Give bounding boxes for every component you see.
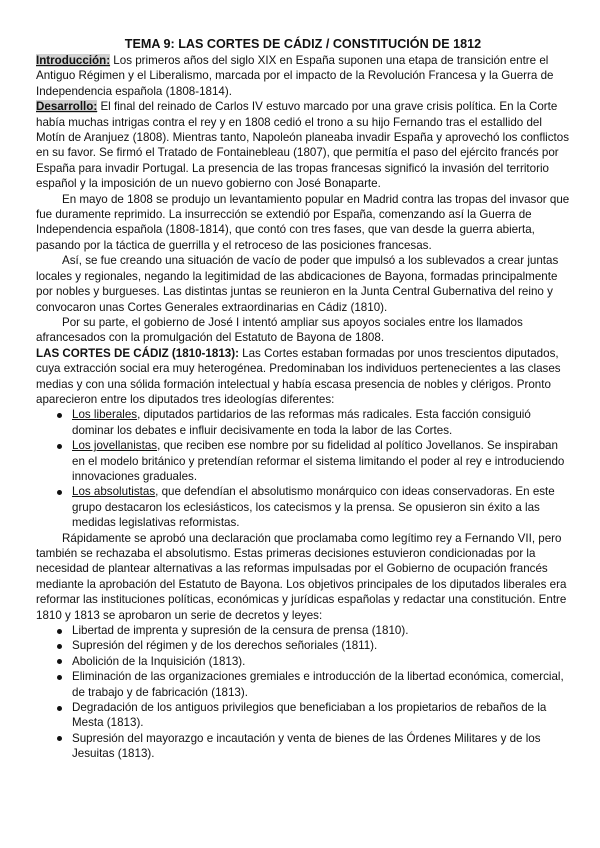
list-item — [72, 407, 570, 438]
desarrollo-label: Desarrollo: — [36, 100, 98, 114]
intro-paragraph — [36, 53, 570, 99]
cortes-text: Las Cortes estaban formadas por unos trescientos diputados, cuya extracción social era muy heterogénea. Predominaban los individuos pertenecientes a las clases medias y con una sólida formación intelectual y había escasa presencia de nobles y clérigos. Pronto aparecieron entre los diputados tres ideologías diferentes: — [36, 346, 561, 406]
intro-text: Los primeros años del siglo XIX en España suponen una etapa de transición entre el Antiguo Régimen y el Liberalismo, marcada por el impacto de la Revolución Francesa y la Guerra de Independencia española (1808-1814). — [36, 54, 554, 98]
list-item: Supresión del régimen y de los derechos señoriales (1811). — [72, 638, 570, 653]
paragraph-jose-i: Por su parte, el gobierno de José I intentó ampliar sus apoyos sociales entre los llamados afrancesados con la promulgación del Estatuto de Bayona de 1808. — [36, 315, 523, 345]
ideology-text: , que defendían el absolutismo monárquico con ideas conservadoras. En este grupo destacaron los eclesiásticos, los catecismos y la prensa. Se opusieron sin éxito a las medidas legislativas reformistas. — [72, 485, 555, 530]
ideology-text: , que reciben ese nombre por su fidelidad al político Jovellanos. Se inspiraban en el modelo británico y pretendían reformar el sistema limitando el poder al rey e introduciendo innovaciones graduales. — [72, 439, 565, 483]
ideology-name: Los liberales — [72, 408, 138, 422]
list-item: Supresión del mayorazgo e incautación y venta de bienes de las Órdenes Militares y de los Jesuitas (1813). — [72, 731, 570, 762]
ideology-name: Los absolutistas — [72, 485, 156, 499]
cortes-paragraph — [36, 346, 570, 408]
list-item: Degradación de los antiguos privilegios que beneficiaban a los propietarios de rebaños de la Mesta (1813). — [72, 700, 570, 731]
desarrollo-text: El final del reinado de Carlos IV estuvo marcado por una grave crisis política. En la Corte había muchas intrigas contra el rey y en 1808 cedió el trono a su hijo Fernando tras el estallido del Motín de Aranjuez (1808). Mientras tanto, Napoleón planeaba invadir España y aprovechó los conflictos en su favor. Se firmó el Tratado de Fontainebleau (1807), que permitía el paso del ejército francés por España para invadir Portugal. La presencia de las tropas francesas significó la invasión del territorio español y la imposición de un nuevo gobierno con José Bonaparte. — [36, 100, 569, 191]
page-title: TEMA 9: LAS CORTES DE CÁDIZ / CONSTITUCIÓN DE 1812 — [124, 37, 482, 51]
cortes-heading: LAS CORTES DE CÁDIZ (1810-1813): — [36, 346, 239, 360]
desarrollo-paragraph — [36, 99, 570, 191]
list-item: Libertad de imprenta y supresión de la censura de prensa (1810). — [72, 623, 570, 638]
ideology-text: , diputados partidarios de las reformas más radicales. Esta facción consiguió dominar los debates e influir decisivamente en toda la labor de las Cortes. — [72, 408, 531, 437]
decrees-intro-paragraph: Rápidamente se aprobó una declaración que proclamaba como legítimo rey a Fernando VII, pero también se rechazaba el absolutismo. Estas primeras decisiones estuvieron condicionadas por la necesidad de plantear alternativas a las reformas impulsadas por el Gobierno de ocupación francés mediante la aprobación del Estatuto de Bayona. Los objetivos principales de los diputados liberales era reformar las instituciones políticas, económicas y jurídicas españolas y redactar una constitución. Entre 1810 y 1813 se aprobaron un serie de decretos y leyes: — [36, 531, 567, 622]
paragraph-juntas: Así, se fue creando una situación de vacío de poder que impulsó a los sublevados a crear juntas locales y regionales, negando la legitimidad de las abdicaciones de Bayona, formadas principalmente por nobles y burgueses. Las distintas juntas se reunieron en la Junta Central Gubernativa del reino y convocaron unas Cortes Generales extraordinarias en Cádiz (1810). — [36, 254, 559, 314]
list-item — [72, 438, 570, 484]
intro-label: Introducción: — [36, 54, 111, 67]
decrees-list — [36, 623, 570, 762]
list-item — [72, 484, 570, 530]
ideology-name: Los jovellanistas — [72, 439, 158, 453]
list-item: Eliminación de las organizaciones gremiales e introducción de la libertad económica, comercial, de trabajo y de fabricación (1813). — [72, 669, 570, 700]
list-item: Abolición de la Inquisición (1813). — [72, 654, 570, 669]
paragraph-uprising: En mayo de 1808 se produjo un levantamiento popular en Madrid contra las tropas del invasor que fue duramente reprimido. La insurrección se extendió por España, comenzando así la Guerra de Independencia española (1808-1814), que contó con tres fases, que van desde la guerra abierta, pasando por la táctica de guerrilla y el retroceso de las posiciones francesas. — [36, 192, 570, 252]
ideologies-list — [36, 407, 570, 530]
